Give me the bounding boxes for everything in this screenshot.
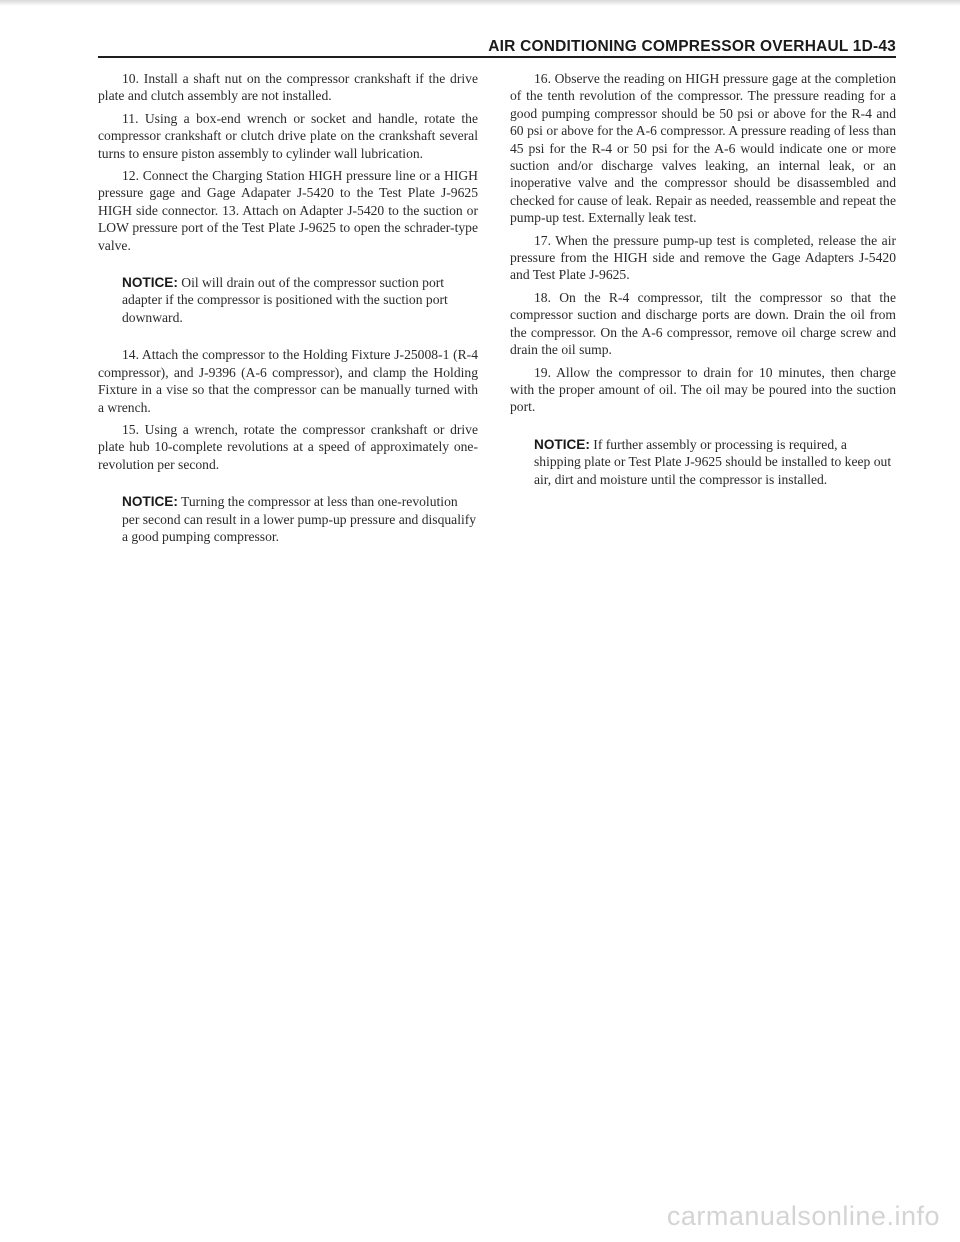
- footer-watermark: carmanualsonline.info: [666, 1201, 940, 1231]
- step-11-paragraph: 11. Using a box-end wrench or socket and handle, rotate the compressor crankshaft or clutch drive plate on the crankshaft several turns to ensure piston assembly to cylinder wall lubrication.: [98, 110, 478, 161]
- step-14-paragraph: 14. Attach the compressor to the Holding Fixture J-25008-1 (R-4 compressor), and J-9396 (A-6 compressor), and clamp the Holding Fixture in a vise so that the compressor can be manually turned with a wrench.: [98, 347, 478, 415]
- right-column: [510, 70, 896, 508]
- step-19-paragraph: 19. Allow the compressor to drain for 10 minutes, then charge with the proper amount of oil. The oil may be poured into the suction port.: [510, 364, 896, 415]
- step-16-paragraph: 16. Observe the reading on HIGH pressure gage at the completion of the tenth revolution of the compressor. The pressure reading for a good pumping compressor should be 50 psi or above for the R-4 and 60 psi or above for the A-6 compressor. A pressure reading of less than 45 psi for the R-4 or 50 psi for the A-6 would indicate one or more suction and/or discharge valves leaking, an internal leak, or an inoperative valve and the compressor should be disassembled and checked for cause of leak. Repair as needed, reassemble and repeat the pump-up test. Externally leak test.: [510, 71, 896, 226]
- notice-label: NOTICE:: [122, 494, 178, 510]
- step-12-13-paragraph: 12. Connect the Charging Station HIGH pressure line or a HIGH pressure gage and Gage Adapater J-5420 to the Test Plate J-9625 HIGH side connector. 13. Attach on Adapter J-5420 to the suction or LOW pressure port of the Test Plate J-9625 to open the schrader-type valve.: [98, 168, 478, 253]
- step-10-paragraph: 10. Install a shaft nut on the compressor crankshaft if the drive plate and clutch assembly are not installed.: [98, 71, 478, 104]
- notice-text: Oil will drain out of the compressor suction port adapter if the compressor is positioned with the suction port downward.: [122, 275, 448, 325]
- step-18-paragraph: 18. On the R-4 compressor, tilt the compressor so that the compressor suction and discharge ports are down. Drain the oil from the compressor. On the A-6 compressor, remove oil charge screw and drain the oil sump.: [510, 289, 896, 358]
- page-top-border: [0, 0, 960, 6]
- header-rule: [98, 56, 896, 58]
- step-17-paragraph: 17. When the pressure pump-up test is completed, release the air pressure from the HIGH side and remove the Gage Adapters J-5420 and Test Plate J-9625.: [510, 232, 896, 283]
- left-column: [98, 70, 478, 565]
- notice-label: NOTICE:: [534, 436, 590, 452]
- notice-text: Turning the compressor at less than one-revolution per second can result in a lower pump-up pressure and disqualify a good pumping compressor.: [122, 494, 477, 544]
- page-header-title: AIR CONDITIONING COMPRESSOR OVERHAUL 1D-43: [488, 38, 896, 55]
- notice-label: NOTICE:: [122, 275, 178, 291]
- notice-revolution-speed: [122, 493, 478, 545]
- step-15-paragraph: 15. Using a wrench, rotate the compressor crankshaft or drive plate hub 10-complete revolutions at a speed of approximately one-revolution per second.: [98, 421, 478, 472]
- notice-oil-drain: [122, 274, 478, 326]
- notice-text: If further assembly or processing is required, a shipping plate or Test Plate J-9625 should be installed to keep out air, dirt and moisture until the compressor is installed.: [534, 436, 892, 487]
- notice-further-assembly: [534, 436, 896, 488]
